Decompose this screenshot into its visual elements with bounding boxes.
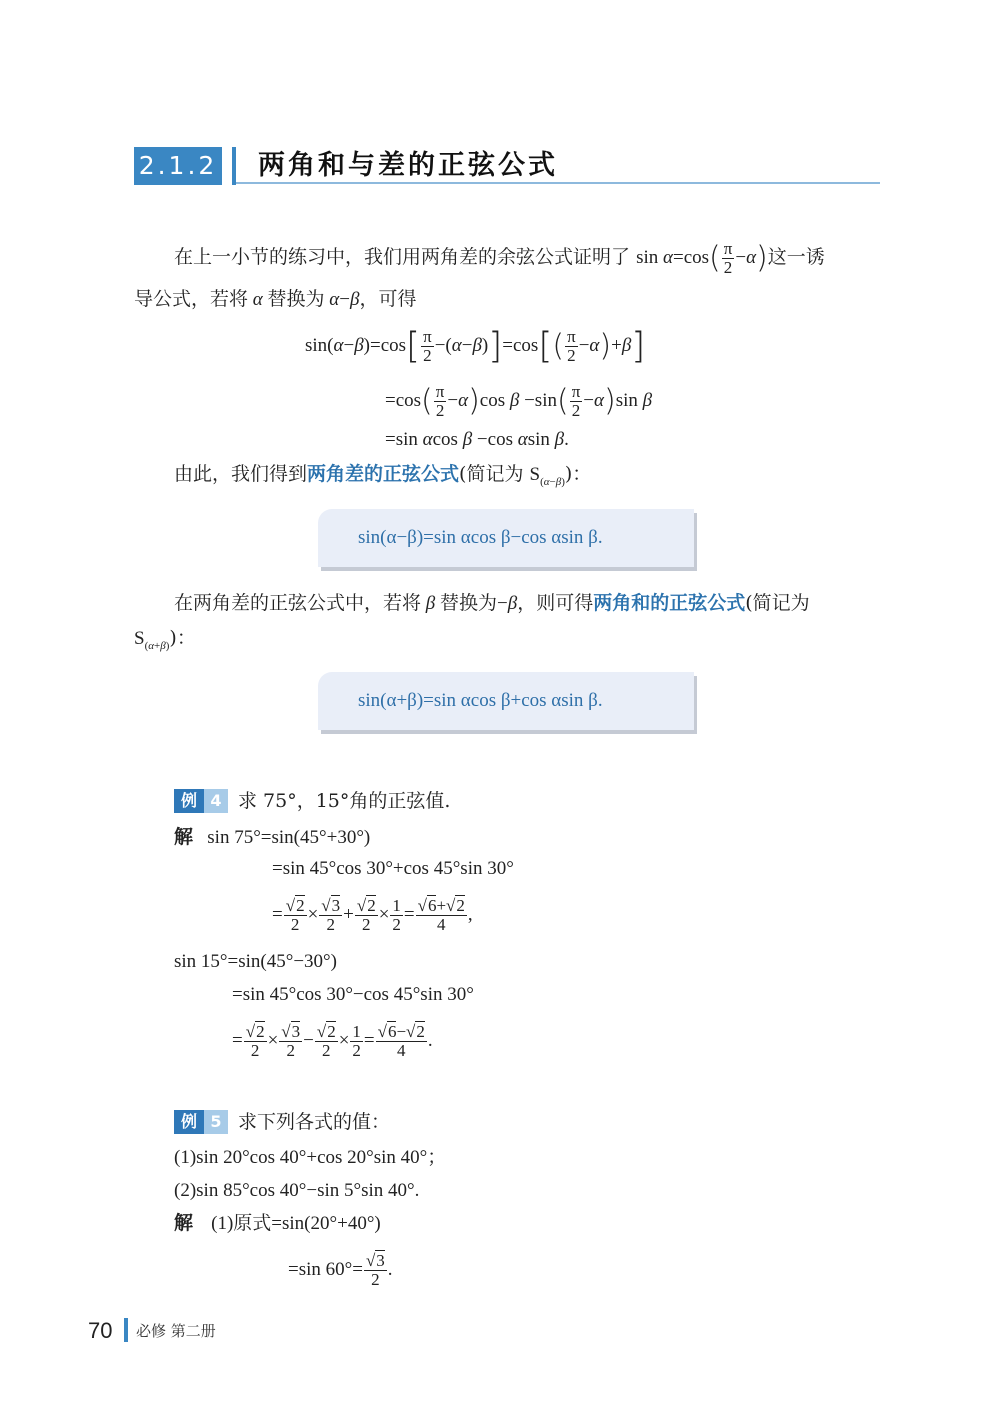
derivation-line-1: sin(α−β)=cos[ $\frac{\pi}{2}$ −(α−β)]=cos[( $\frac{\pi}{2}$ −α)+β] bbox=[305, 325, 646, 367]
section-divider bbox=[232, 147, 236, 185]
derivation-line-3: =sin αcos β −cos αsin β. bbox=[385, 429, 569, 450]
example-4-question: 求 75°，15°角的正弦值. bbox=[238, 790, 451, 812]
intro-line-1: 在上一小节的练习中，我们用两角差的余弦公式证明了 sin α=cos( $\frac{\pi}{2}$ −α)这一诱 bbox=[174, 239, 825, 277]
example-4-solution-line-2: =sin 45°cos 30°+cos 45°sin 30° bbox=[272, 858, 514, 879]
derivation-line-2: =cos( $\frac{\pi}{2}$ −α)cos β −sin( $\frac{\pi}{2}$ −α)sin β bbox=[385, 382, 653, 420]
example-5-item-2: (2)sin 85°cos 40°−sin 5°sin 40°. bbox=[174, 1180, 420, 1201]
section-number: 2.1.2 bbox=[134, 147, 222, 185]
example-4-solution-line-4: sin 15°=sin(45°−30°) bbox=[174, 951, 337, 972]
intro-line-2: 导公式，若将 α 替换为 α−β，可得 bbox=[134, 288, 417, 310]
footer-divider bbox=[124, 1318, 128, 1342]
sum-formula: sin(α+β)=sin αcos β+cos αsin β. bbox=[358, 690, 603, 711]
example-4-solution-line-6: = $\frac{√2}{2}$ × $\frac{√3}{2}$ − $\frac{√2}{2}$ × $\frac{1}{2}$ = $\frac{√6-√2}{4}$ . bbox=[232, 1022, 433, 1060]
example-5-badge: 例 5 bbox=[174, 1110, 228, 1134]
example-5-question: 求下列各式的值： bbox=[238, 1111, 391, 1133]
diff-formula-intro: 由此，我们得到两角差的正弦公式(简记为 $S_{(\alpha-\beta)}$)： bbox=[174, 463, 592, 488]
diff-formula-box bbox=[318, 509, 694, 567]
book-title: 必修 第二册 bbox=[136, 1322, 216, 1340]
diff-formula: sin(α−β)=sin αcos β−cos αsin β. bbox=[358, 527, 603, 548]
example-4-solution-line-5: =sin 45°cos 30°−cos 45°sin 30° bbox=[232, 984, 474, 1005]
section-title: 两角和与差的正弦公式 bbox=[258, 150, 558, 181]
example-4-badge: 例 4 bbox=[174, 789, 228, 813]
example-4-solution-line-1: 解 sin 75°=sin(45°+30°) bbox=[174, 826, 371, 848]
sum-para-line-2: $S_{(\alpha+\beta)}$)： bbox=[134, 627, 196, 652]
sum-para-line-1: 在两角差的正弦公式中，若将 β 替换为−β，则可得两角和的正弦公式(简记为 bbox=[174, 592, 810, 614]
sum-formula-box bbox=[318, 672, 694, 730]
example-4-solution-line-3: = $\frac{√2}{2}$ × $\frac{√3}{2}$ + $\frac{√2}{2}$ × $\frac{1}{2}$ = $\frac{√6+√2}{4}$ , bbox=[272, 896, 473, 934]
example-5-item-1: (1)sin 20°cos 40°+cos 20°sin 40°； bbox=[174, 1147, 447, 1168]
example-5-solution-line-1: 解 (1)原式=sin(20°+40°) bbox=[174, 1212, 381, 1234]
example-5-solution-line-2: =sin 60°= $\frac{√3}{2}$ . bbox=[288, 1251, 393, 1289]
page-number: 70 bbox=[88, 1318, 113, 1343]
section-underline bbox=[236, 182, 880, 184]
